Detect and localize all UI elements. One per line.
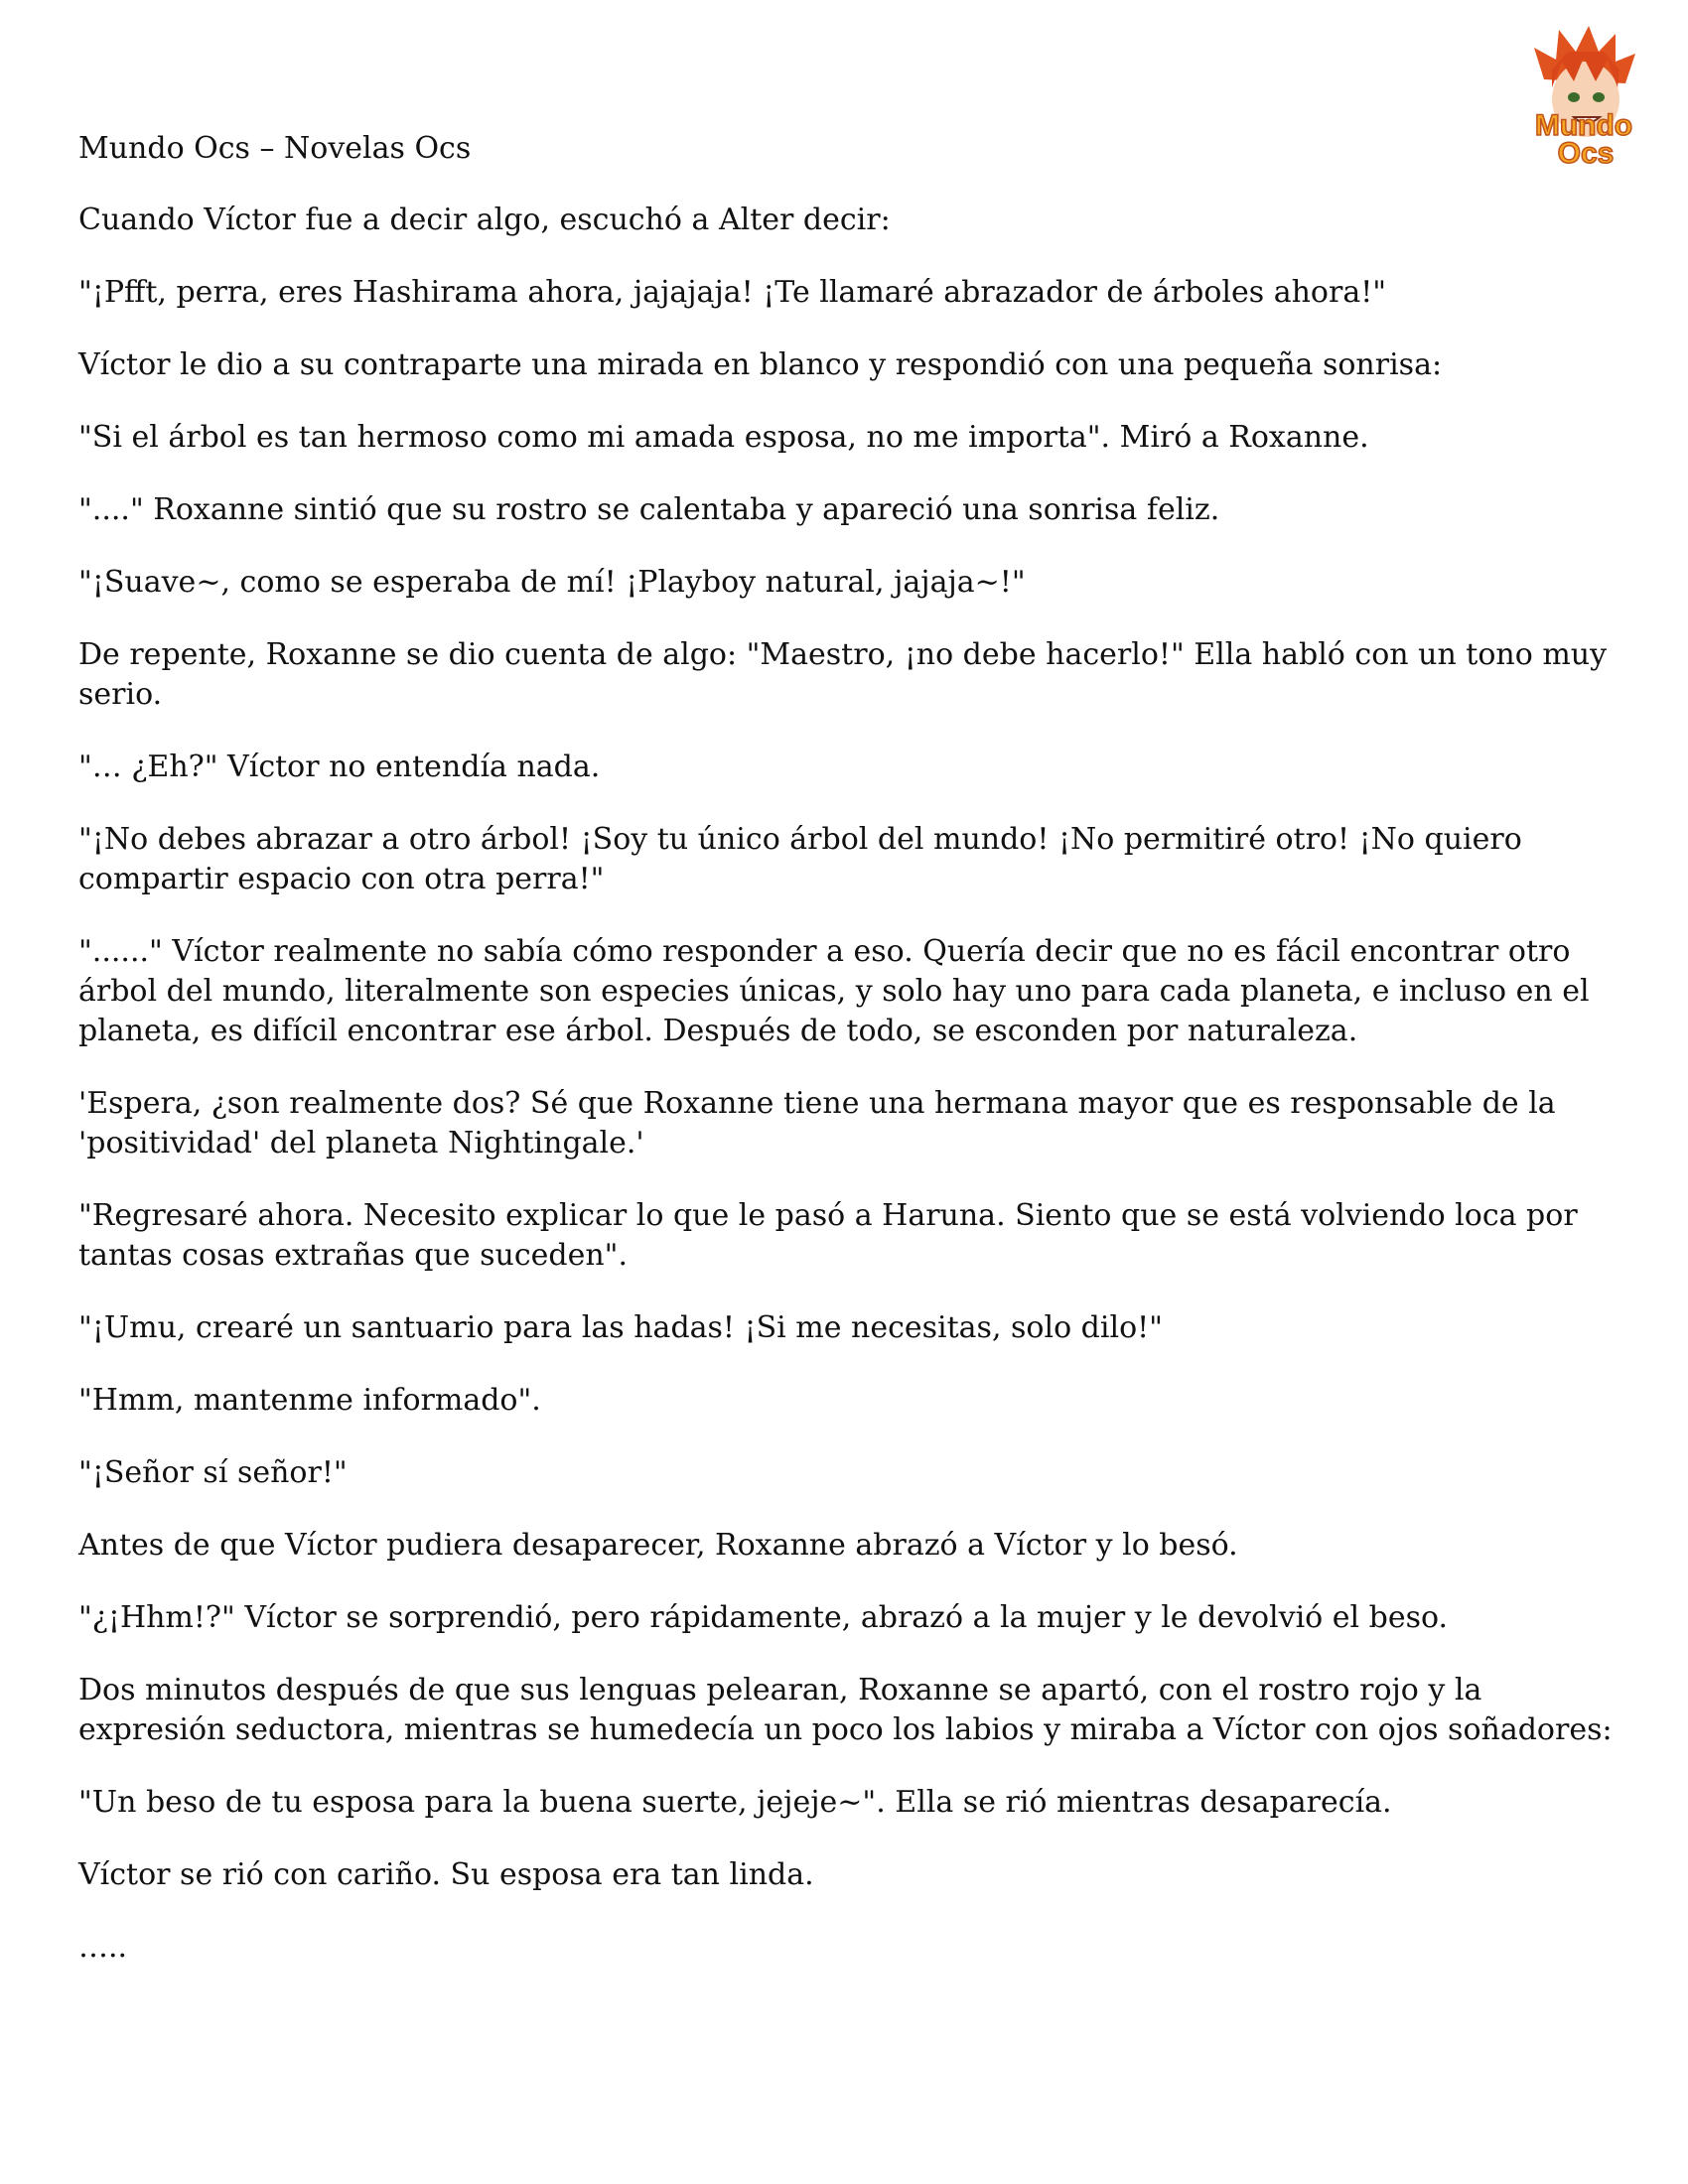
paragraph: "… ¿Eh?" Víctor no entendía nada. bbox=[78, 750, 601, 784]
paragraph: "¡Umu, crearé un santuario para las hadas! ¡Si me necesitas, solo dilo!" bbox=[78, 1310, 1163, 1345]
page-header: Mundo Ocs – Novelas Ocs bbox=[78, 131, 472, 166]
paragraph: "¡Señor sí señor!" bbox=[78, 1455, 348, 1490]
paragraph: Dos minutos después de que sus lenguas pelearan, Roxanne se apartó, con el rostro rojo y la expresión seductora, mientras se humedecía un poco los labios y miraba a Víctor con ojos soñadores: bbox=[78, 1673, 1613, 1747]
document-body bbox=[78, 201, 1627, 2000]
paragraph: "¡No debes abrazar a otro árbol! ¡Soy tu único árbol del mundo! ¡No permitiré otro! ¡No quiero compartir espacio con otra perra!" bbox=[78, 822, 1522, 896]
logo-text-ocs: Ocs bbox=[1557, 137, 1615, 170]
paragraph: "......" Víctor realmente no sabía cómo responder a eso. Quería decir que no es fácil encontrar otro árbol del mundo, literalmente son especies únicas, y solo hay uno para cada planeta, e incluso en el planeta, es difícil encontrar ese árbol. Después de todo, se esconden por naturaleza. bbox=[78, 934, 1590, 1048]
paragraph: Antes de que Víctor pudiera desaparecer, Roxanne abrazó a Víctor y lo besó. bbox=[78, 1528, 1238, 1563]
paragraph: "¡Suave~, como se esperaba de mí! ¡Playboy natural, jajaja~!" bbox=[78, 565, 1026, 600]
paragraph: 'Espera, ¿son realmente dos? Sé que Roxanne tiene una hermana mayor que es responsable de la 'positividad' del planeta Nightingale.' bbox=[78, 1086, 1556, 1160]
paragraph: Cuando Víctor fue a decir algo, escuchó a Alter decir: bbox=[78, 203, 891, 237]
paragraph: "¿¡Hhm!?" Víctor se sorprendió, pero rápidamente, abrazó a la mujer y le devolvió el beso. bbox=[78, 1600, 1449, 1635]
paragraph: De repente, Roxanne se dio cuenta de algo: "Maestro, ¡no debe hacerlo!" Ella habló con un tono muy serio. bbox=[78, 637, 1608, 712]
paragraph: "...." Roxanne sintió que su rostro se calentaba y apareció una sonrisa feliz. bbox=[78, 492, 1220, 527]
paragraph: "Si el árbol es tan hermoso como mi amada esposa, no me importa". Miró a Roxanne. bbox=[78, 420, 1369, 455]
logo-left-eye bbox=[1568, 92, 1580, 102]
paragraph: ….. bbox=[78, 1930, 128, 1965]
logo-right-eye bbox=[1593, 92, 1605, 102]
paragraph: Víctor le dio a su contraparte una mirada en blanco y respondió con una pequeña sonrisa: bbox=[78, 347, 1443, 382]
paragraph: "Hmm, mantenme informado". bbox=[78, 1383, 541, 1418]
mundo-ocs-logo bbox=[1504, 18, 1663, 177]
paragraph: Víctor se rió con cariño. Su esposa era tan linda. bbox=[78, 1857, 814, 1892]
logo-text-mundo: Mundo bbox=[1534, 109, 1633, 142]
paragraph: "Regresaré ahora. Necesito explicar lo que le pasó a Haruna. Siento que se está volviendo loca por tantas cosas extrañas que suceden". bbox=[78, 1198, 1578, 1273]
paragraph: "¡Pfft, perra, eres Hashirama ahora, jajajaja! ¡Te llamaré abrazador de árboles ahora!" bbox=[78, 275, 1387, 310]
paragraph: "Un beso de tu esposa para la buena suerte, jejeje~". Ella se rió mientras desaparecía. bbox=[78, 1785, 1392, 1820]
